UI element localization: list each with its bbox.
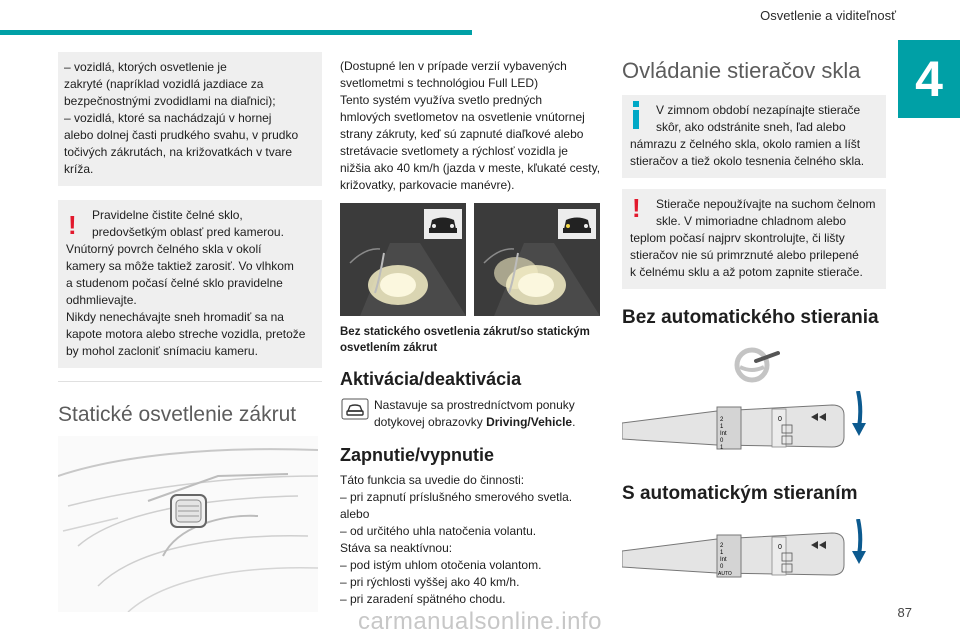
warning-exclamation-icon: ! xyxy=(68,210,77,240)
text-line: – vozidlá, ktoré sa nachádzajú v hornej xyxy=(64,111,272,125)
stalk-mark-1: 1 xyxy=(720,424,724,430)
info-text xyxy=(630,102,878,170)
text-line: – pri zaradení spätného chodu. xyxy=(340,592,506,606)
stalk-mark-0: 0 xyxy=(720,564,724,570)
text-line: a studenom počasí čelné sklo pravidelne xyxy=(66,276,283,290)
cornering-description xyxy=(340,58,604,194)
text-line: kríža. xyxy=(64,162,94,176)
text-line: Nastavuje sa prostredníctvom ponuky xyxy=(374,398,575,412)
warning-text xyxy=(630,193,878,281)
text-line: Bez statického osvetlenia zákrut/so statickým xyxy=(340,326,590,338)
night-road-no-cornering xyxy=(340,203,466,316)
watermark: carmanualsonline.info xyxy=(358,608,602,635)
text-line: predovšetkým oblasť pred kamerou. xyxy=(92,225,284,239)
warning-text xyxy=(66,207,314,360)
heading-manual-wiping: Bez automatického stierania xyxy=(622,307,879,328)
stalk-drawing-auto xyxy=(622,519,886,585)
column-right xyxy=(622,52,886,585)
text-line: – od určitého uhla natočenia volantu. xyxy=(340,524,537,538)
wiper-stalk-manual xyxy=(622,391,886,457)
wiper-stalk-auto xyxy=(622,519,886,585)
text-line: točivých zákrutách, na križovatkách v tvare xyxy=(64,145,293,159)
stalk-mark-single: 1 xyxy=(720,445,724,451)
text-line: nižšia ako 40 km/h (jazda v meste, kľukaté cesty, xyxy=(340,161,601,175)
steering-wheel-icon xyxy=(734,347,780,383)
header-accent-bar xyxy=(0,30,472,35)
image-without-cornering xyxy=(340,203,466,316)
text-line: hmlových svetlometov na osvetlenie vnútornej xyxy=(340,110,585,124)
fog-lamp-drawing xyxy=(58,436,318,612)
text-line: kamery sa môže taktiež zarosiť. Vo vlhkom xyxy=(66,259,294,273)
text-line: teplom počasí najprv skontrolujte, či lišty xyxy=(630,231,845,245)
heading-static-cornering: Statické osvetlenie zákrut xyxy=(58,403,297,426)
text-line: Tento systém využíva svetlo predných xyxy=(340,93,543,107)
column-middle xyxy=(340,52,604,608)
section-title: Osvetlenie a viditeľnosť xyxy=(760,8,896,23)
text-line: Stáva sa neaktívnou: xyxy=(340,541,453,555)
text-line: alebo xyxy=(340,507,370,521)
text-line: odhmlievajte. xyxy=(66,293,137,307)
text-line: k čelnému sklu a až potom zapnite stierače. xyxy=(630,265,863,279)
text-line: V zimnom období nezapínajte stierače xyxy=(656,103,861,117)
car-settings-icon xyxy=(340,397,374,429)
down-arrow-icon xyxy=(848,519,870,565)
stalk-mark-int: Int xyxy=(720,557,727,563)
stalk-mark-1: 1 xyxy=(720,550,724,556)
text-line: skôr, ako odstránite sneh, ľad alebo xyxy=(656,120,846,134)
text-line: skle. V mimoriadne chladnom alebo xyxy=(656,214,847,228)
text-line: strany zákruty, keď sú zapnuté diaľkové alebo xyxy=(340,127,584,141)
text-line: – pri rýchlosti vyššej ako 40 km/h. xyxy=(340,575,520,589)
text-line: osvetlením zákrut xyxy=(340,342,438,354)
night-road-with-cornering xyxy=(474,203,600,316)
text-line: – pri zapnutí príslušného smerového svetla. xyxy=(340,490,573,504)
intro-box xyxy=(58,52,322,186)
image-caption xyxy=(340,324,604,356)
text-line xyxy=(374,414,575,431)
cornering-image-pair xyxy=(340,203,604,316)
stalk-mark-2: 2 xyxy=(720,543,724,549)
stalk-mark-2: 2 xyxy=(720,417,724,423)
text-line: stretávacie svetlomety a rýchlosť vozidla je xyxy=(340,144,568,158)
stalk-washer-mark: 0 xyxy=(778,544,782,551)
menu-name: Driving/Vehicle xyxy=(486,415,573,429)
text-span: . xyxy=(572,415,576,429)
intro-text xyxy=(64,59,316,178)
heading-activation: Aktivácia/deaktivácia xyxy=(340,369,522,389)
text-line: Pravidelne čistite čelné sklo, xyxy=(92,208,243,222)
text-line: – vozidlá, ktorých osvetlenie je xyxy=(64,60,227,74)
image-with-cornering xyxy=(474,203,600,316)
stalk-washer-mark: 0 xyxy=(778,416,782,423)
stalk-mark-int: Int xyxy=(720,431,727,437)
text-line: svetlometmi s technológiou Full LED) xyxy=(340,76,539,90)
warning-box-camera xyxy=(58,200,322,368)
info-box-winter xyxy=(622,95,886,178)
text-line: Stierače nepoužívajte na suchom čelnom xyxy=(656,197,876,211)
text-line: Nikdy nenechávajte sneh hromadiť sa na xyxy=(66,310,284,324)
text-line: Vnútorný povrch čelného skla v okolí xyxy=(66,242,262,256)
text-line: stieračov nie sú primrznuté alebo prilepené xyxy=(630,248,859,262)
info-icon xyxy=(632,101,640,129)
column-left xyxy=(58,52,322,612)
text-span: dotykovej obrazovky xyxy=(374,415,487,429)
activation-text xyxy=(374,397,575,431)
text-line: (Dostupné len v prípade verzií vybavených xyxy=(340,59,567,73)
divider xyxy=(58,381,322,382)
heading-auto-wiping: S automatickým stieraním xyxy=(622,483,858,504)
stalk-mark-auto: AUTO xyxy=(718,571,732,577)
stalk-drawing-manual xyxy=(622,391,886,457)
chapter-tab[interactable]: 4 xyxy=(898,40,960,118)
heading-on-off: Zapnutie/vypnutie xyxy=(340,445,495,465)
text-line: križovatky, parkovacie manévre). xyxy=(340,178,515,192)
heading-wipers: Ovládanie stieračov skla xyxy=(622,58,861,83)
page-number: 87 xyxy=(897,605,912,620)
text-line: bezpečnostnými zvodidlami na diaľnici); xyxy=(64,94,276,108)
activation-row xyxy=(340,397,604,431)
down-arrow-icon xyxy=(848,391,870,437)
warning-exclamation-icon: ! xyxy=(632,193,641,223)
on-off-text xyxy=(340,472,604,608)
text-line: kapote motora alebo streche vozidla, pretože xyxy=(66,327,306,341)
stalk-mark-0: 0 xyxy=(720,438,724,444)
text-line: stieračov a tiež okolo tesnenia čelného skla. xyxy=(630,154,865,168)
text-line: námrazu z čelného skla, okolo ramien a líšt xyxy=(630,137,861,151)
warning-box-wipers xyxy=(622,189,886,289)
text-line: alebo dolnej časti prudkého svahu, v prudko xyxy=(64,128,299,142)
fog-lamp-illustration xyxy=(58,436,318,612)
text-line: zakryté (napríklad vozidlá jazdiace za xyxy=(64,77,264,91)
text-line: by mohol zacloniť snímaciu kameru. xyxy=(66,344,258,358)
text-line: Táto funkcia sa uvedie do činnosti: xyxy=(340,473,525,487)
text-line: – pod istým uhlom otočenia volantom. xyxy=(340,558,542,572)
